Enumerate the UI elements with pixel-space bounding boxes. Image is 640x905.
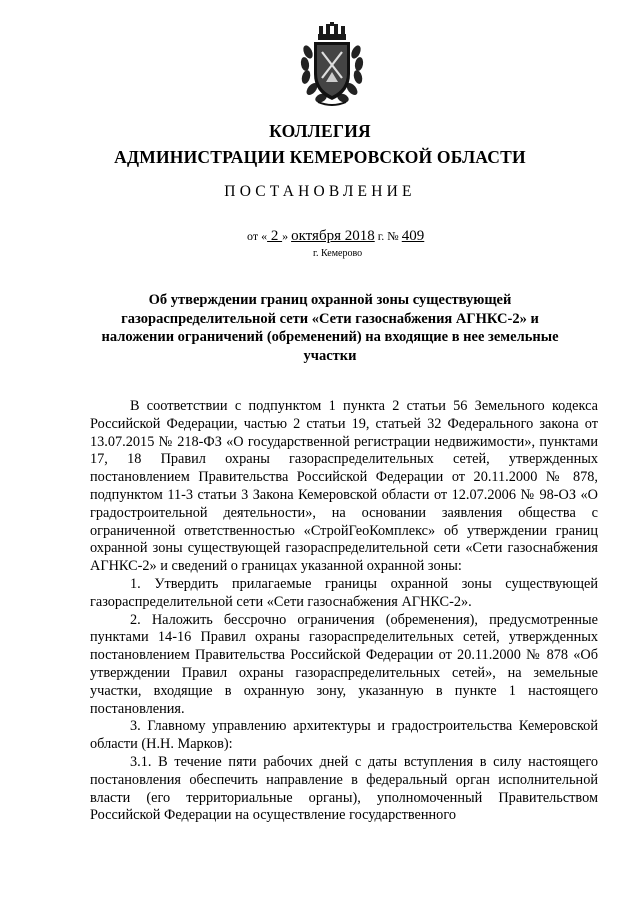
paragraph-2: 2. Наложить бессрочно ограничения (обременения), предусмотренные пунктами 14-16 Правил охраны газораспределительных сетей, утвержденных постановлением Правительства Российской Федерации от 20.11.2000 № 878 «Об утверждении Правил охраны газораспределительных сетей», на земельные участки, входящие в охранную зону, указанную в пункте 1 настоящего постановления. [90, 611, 598, 717]
city: г. Кемерово [313, 248, 363, 259]
document-date-number: от « 2 » октября 2018 г. № 409 [247, 228, 425, 244]
document-number: 409 [401, 228, 425, 244]
date-day: 2 [267, 228, 283, 244]
paragraph-3: 3. Главному управлению архитектуры и градостроительства Кемеровской области (Н.Н. Марков): [90, 718, 598, 753]
paragraph-preamble: В соответствии с подпунктом 1 пункта 2 статьи 56 Земельного кодекса Российской Федерации, частью 2 статьи 19, статьей 32 Федерального закона от 13.07.2015 № 218-ФЗ «О государственной регистрации недвижимости», пунктами 17, 18 Правил охраны газораспределительных сетей, утвержденных постановлением Правительства Российской Федерации от 20.11.2000 № 878, подпунктом 11-3 статьи 3 Закона Кемеровской области от 12.07.2006 № 98-ОЗ «О градостроительной деятельности», на основании заявления общества с ограниченной ответственностью «СтройГеоКомплекс» об утверждении границ охранной зоны существующей газораспределительной сети «Сети газоснабжения АГНКС-2» и сведений о границах указанной охранной зоны: [90, 398, 598, 575]
org-name-line2: АДМИНИСТРАЦИИ КЕМЕРОВСКОЙ ОБЛАСТИ [114, 147, 526, 167]
paragraph-3-1: 3.1. В течение пяти рабочих дней с даты вступления в силу настоящего постановления обеспечить направление в федеральный орган исполнительной власти (его территориальные органы), уполномоченный Правительством Российской Федерации на осуществление государственного [90, 753, 598, 824]
document-body [90, 398, 598, 825]
coat-of-arms-emblem [296, 22, 368, 108]
document-title: Об утверждении границ охранной зоны существующей газораспределительной сети «Сети газоснабжения АГНКС-2» и наложении ограничений (обременений) на входящие в нее земельные участки [101, 292, 559, 364]
org-name-line1: КОЛЛЕГИЯ [269, 121, 371, 141]
date-month-year: октября 2018 [291, 228, 375, 244]
paragraph-1: 1. Утвердить прилагаемые границы охранной зоны существующей газораспределительной сети «Сети газоснабжения АГНКС-2». [90, 575, 598, 610]
document-type: ПОСТАНОВЛЕНИЕ [224, 183, 416, 200]
crown [318, 22, 346, 40]
